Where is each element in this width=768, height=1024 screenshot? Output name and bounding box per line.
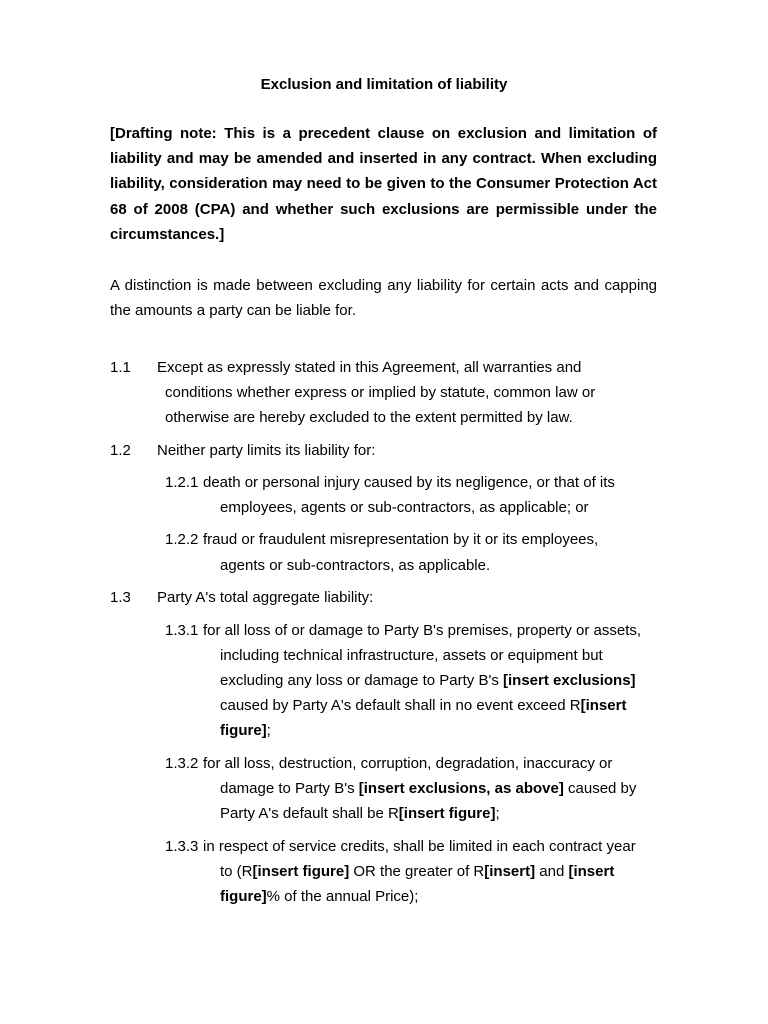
subclause-text-line (220, 668, 636, 693)
clause-text-line: Neither party limits its liability for: (157, 442, 376, 459)
subclause-text-line: for all loss, destruction, corruption, degradation, inaccuracy or (203, 755, 613, 772)
subclause-text-line: including technical infrastructure, assets or equipment but (220, 647, 603, 664)
document-title: Exclusion and limitation of liability (260, 76, 508, 93)
placeholder-text: [insert (580, 697, 627, 714)
subclause-text-line: employees, agents or sub-contractors, as applicable; or (220, 499, 589, 516)
text-run: and (535, 863, 569, 880)
subclause-text-line: in respect of service credits, shall be limited in each contract year (203, 838, 636, 855)
subclause-text-line (220, 884, 418, 909)
subclause-text-line: fraud or fraudulent misrepresentation by it or its employees, (203, 531, 599, 548)
placeholder-text: [insert exclusions] (503, 672, 636, 689)
subclause-text-line (220, 859, 614, 884)
subclause-number: 1.2.2 (165, 531, 199, 548)
clause-text-line: Party A's total aggregate liability: (157, 589, 374, 606)
text-run: excluding any loss or damage to Party B's (220, 672, 504, 689)
clause-number: 1.3 (110, 589, 131, 606)
subclause-text-line (220, 718, 271, 743)
clause-text-line: conditions whether express or implied by statute, common law or (165, 384, 596, 401)
text-run: to (R (220, 863, 253, 880)
clause-number: 1.1 (110, 359, 131, 376)
clause-text-line: otherwise are hereby excluded to the extent permitted by law. (165, 409, 573, 426)
subclause-text-line (220, 776, 636, 801)
intro-paragraph: A distinction is made between excluding any liability for certain acts and capping the amounts a party can be liable for. (110, 277, 657, 320)
subclause-number: 1.3.1 (165, 622, 199, 639)
subclause-text-line: for all loss of or damage to Party B's premises, property or assets, (203, 622, 642, 639)
subclause-text-line (220, 693, 626, 718)
placeholder-text: figure] (220, 722, 267, 739)
subclause-number: 1.3.3 (165, 838, 199, 855)
text-run: OR the greater of R (349, 863, 485, 880)
subclause-number: 1.2.1 (165, 474, 199, 491)
clause-text-line: Except as expressly stated in this Agreement, all warranties and (157, 359, 582, 376)
text-run: caused by Party A's default shall in no event exceed R (220, 697, 581, 714)
placeholder-text: [insert exclusions, as above] (358, 780, 564, 797)
placeholder-text: [insert] (484, 863, 536, 880)
placeholder-text: [insert figure] (398, 805, 496, 822)
clause-number: 1.2 (110, 442, 131, 459)
placeholder-text: [insert figure] (252, 863, 350, 880)
text-run: caused by (563, 780, 637, 797)
subclause-text-line (220, 801, 500, 826)
text-run: ; (266, 722, 271, 739)
text-run: % of the annual Price); (266, 888, 419, 905)
text-run: ; (495, 805, 500, 822)
subclause-text-line: death or personal injury caused by its negligence, or that of its (203, 474, 615, 491)
subclause-number: 1.3.2 (165, 755, 199, 772)
text-run: damage to Party B's (220, 780, 359, 797)
placeholder-text: figure] (220, 888, 267, 905)
text-run: Party A's default shall be R (220, 805, 399, 822)
subclause-text-line: agents or sub-contractors, as applicable. (220, 557, 491, 574)
placeholder-text: [insert (568, 863, 615, 880)
drafting-note: [Drafting note: This is a precedent clause on exclusion and limitation of liability and may be amended and inserted in any contract. When excluding liability, consideration may need to be given to the Consumer Protection Act 68 of 2008 (CPA) and whether such exclusions are permissible under the circumstances.] (110, 125, 657, 243)
